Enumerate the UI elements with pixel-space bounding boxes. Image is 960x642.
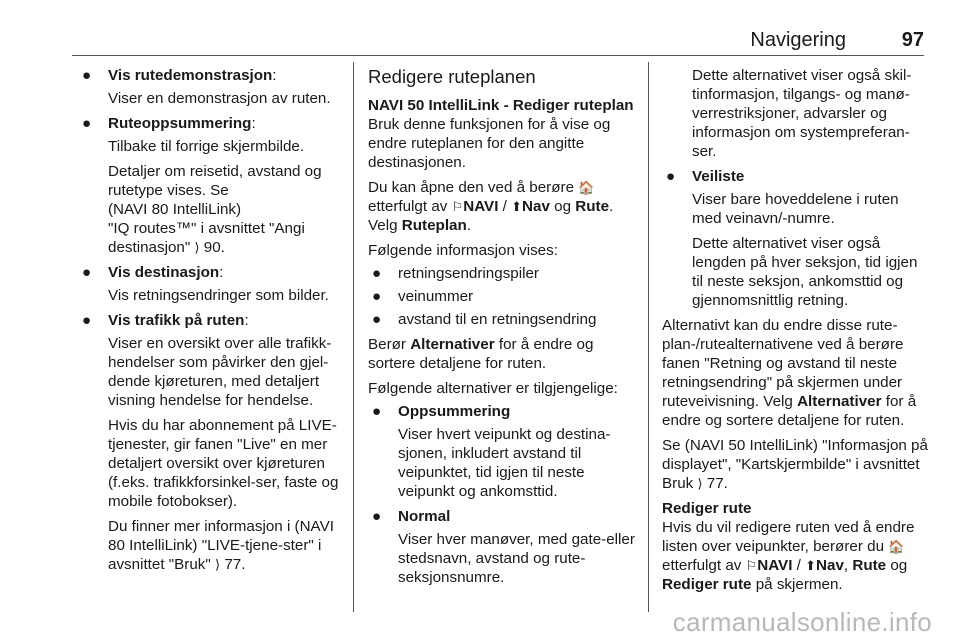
section-heading: Redigere ruteplanen <box>368 66 536 87</box>
watermark: carmanualsonline.info <box>672 607 932 637</box>
page-ref-icon: ⟩ <box>697 476 703 491</box>
column-divider-2 <box>648 62 649 612</box>
bullet: ● <box>82 67 92 84</box>
page-header <box>0 26 960 54</box>
item-text: Viser hvert veipunkt og destina-sjonen, inkludert avstand til veipunktet, tid igjen til neste veipunkt og ankomsttid. <box>398 426 611 500</box>
item-text: Tilbake til forrige skjermbilde. <box>108 138 305 155</box>
item-text: Viser en oversikt over alle trafikk-hendelser som påvirker den gjel-dende kjøreturen, med detaljert visning hendelse for hendelse. <box>108 335 332 409</box>
page-ref-icon: ⟩ <box>215 557 221 572</box>
item-title: Vis trafikk på ruten <box>108 312 245 329</box>
paragraph: Berør Alternativer for å endre og sortere detaljene for ruten. <box>368 336 594 372</box>
paragraph: Hvis du vil redigere ruten ved å endre listen over veipunkter, berører du 🏠 etterfulgt av ⚐NAVI / ⬆Nav, Rute og Rediger rute på skjermen. <box>662 519 915 593</box>
item-text: Hvis du har abonnement på LIVE-tjenester, gir fanen "Live" en mer detaljert oversikt over kjøreturen (f.eks. trafikkforsinkel-ser, faste og mobile fotobokser). <box>108 417 339 510</box>
item-title: Vis destinasjon <box>108 264 220 281</box>
flag-icon: ⚐ <box>745 558 758 573</box>
list-item: ● Normal <box>372 508 451 525</box>
paragraph: Du kan åpne den ved å berøre 🏠 etterfulgt av ⚐NAVI / ⬆Nav og Rute. Velg Ruteplan. <box>368 179 614 234</box>
list-item: ● Veiliste <box>666 168 745 185</box>
bullet: ● <box>82 312 92 329</box>
list-item: ● Ruteoppsummering: <box>82 115 256 132</box>
paragraph: Bruk denne funksjonen for å vise og endre ruteplanen for den angitte destinasjonen. <box>368 116 611 171</box>
list-item: ● retningsendringspiler <box>372 265 539 282</box>
column-divider-1 <box>353 62 354 612</box>
column-3 <box>662 66 930 600</box>
column-2 <box>368 66 636 593</box>
item-text: Detaljer om reisetid, avstand og rutetype vises. Se (NAVI 80 IntelliLink) "IQ routes™" i avsnittet "Angi destinasjon" ⟩ 90. <box>108 163 322 256</box>
bullet: ● <box>82 115 92 132</box>
item-text: Dette alternativet viser også skil-tinformasjon, tilgangs- og manø-verrestriksjoner, advarsler og informasjon om systempreferan-ser. <box>692 67 912 160</box>
nav-arrow-icon: ⬆ <box>805 558 817 573</box>
list-item: ● Vis trafikk på ruten: <box>82 312 249 329</box>
subheading: NAVI 50 IntelliLink - Rediger ruteplan <box>368 97 634 114</box>
paragraph: Alternativt kan du endre disse rute-plan-/rutealternativene ved å berøre fanen "Retning og avstand til neste retningsendring" på skjermen under ruteveivisning. Velg Alternativer for å endre og sortere detaljene for ruten. <box>662 317 917 429</box>
paragraph: Følgende informasjon vises: <box>368 242 558 259</box>
page-ref-icon: ⟩ <box>194 240 200 255</box>
item-title: Vis rutedemonstrasjon <box>108 67 273 84</box>
list-item: ● Vis destinasjon: <box>82 264 224 281</box>
subheading: Rediger rute <box>662 500 752 517</box>
nav-arrow-icon: ⬆ <box>511 199 523 214</box>
flag-icon: ⚐ <box>451 199 464 214</box>
item-text: Du finner mer informasjon i (NAVI 80 IntelliLink) "LIVE-tjene-ster" i avsnittet "Bruk" ⟩ 77. <box>108 518 334 573</box>
page-number: 97 <box>901 29 924 51</box>
bullet: ● <box>82 264 92 281</box>
item-text: Viser bare hoveddelene i ruten med veinavn/-numre. <box>692 191 899 227</box>
list-item: ● Vis rutedemonstrasjon: <box>82 67 277 84</box>
paragraph: Se (NAVI 50 IntelliLink) "Informasjon på displayet", "Kartskjermbilde" i avsnittet Bruk ⟩ 77. <box>662 437 928 492</box>
list-item: ● veinummer <box>372 288 474 305</box>
header-rule <box>72 55 924 56</box>
column-1 <box>78 66 350 580</box>
item-text: Viser hver manøver, med gate-eller stedsnavn, avstand og rute-seksjonsnumre. <box>398 531 635 586</box>
item-text: Viser en demonstrasjon av ruten. <box>108 90 331 107</box>
header-title: Navigering <box>750 29 846 51</box>
paragraph: Følgende alternativer er tilgjengelige: <box>368 380 618 397</box>
home-icon: 🏠 <box>578 180 595 195</box>
item-title: Ruteoppsummering <box>108 115 252 132</box>
item-text: Dette alternativet viser også lengden på hver seksjon, tid igjen til neste seksjon, ankomsttid og gjennomsnittlig retning. <box>692 235 918 309</box>
list-item: ● Oppsummering <box>372 403 511 420</box>
home-icon: 🏠 <box>888 539 905 554</box>
item-text: Vis retningsendringer som bilder. <box>108 287 329 304</box>
list-item: ● avstand til en retningsendring <box>372 311 597 328</box>
